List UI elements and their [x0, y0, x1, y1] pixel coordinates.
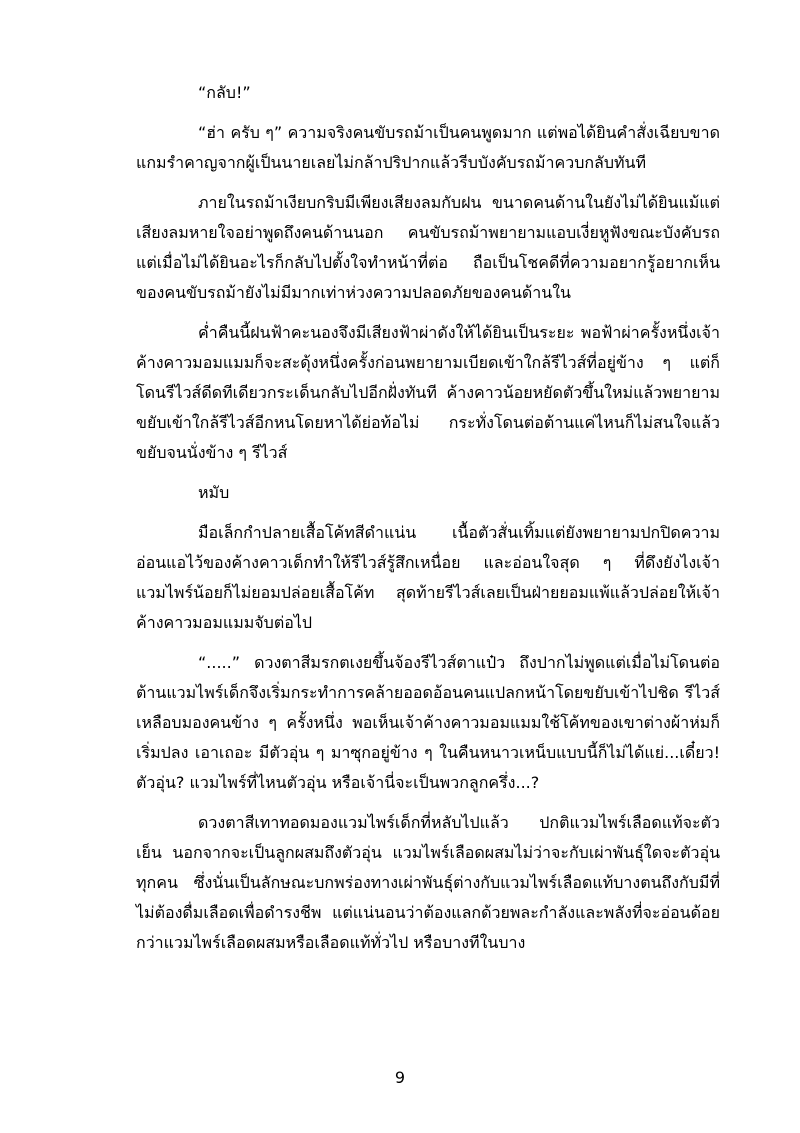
- page-number: 9: [394, 1068, 406, 1087]
- paragraph: หมับ: [198, 483, 230, 502]
- paragraph: ดวงตาสีเทาทอดมองแวมไพร์เด็กที่หลับไปแล้ว ปกติแวมไพร์เลือดแท้จะตัวเย็น นอกจากจะเป็นลูกผสมถึงตัวอุ่น แวมไพร์เลือดผสมไม่ว่าจะกับเผ่าพันธุ์ใดจะตัวอุ่นทุกคน ซึ่งนั่นเป็นลักษณะบกพร่องทางเผ่าพันธุ์ต่างกับแวมไพร์เลือดแท้บางตนถึงกับมีที่ไม่ต้องดื่มเลือดเพื่อดำรงชีพ แต่แน่นอนว่าต้องแลกด้วยพละกำลังและพลังที่จะอ่อนด้อยกว่าแวมไพร์เลือดผสมหรือเลือดแท้ทั่วไป หรือบางทีในบาง: [136, 813, 720, 952]
- body-text: [136, 78, 720, 968]
- paragraph: “กลับ!”: [198, 83, 251, 102]
- paragraph: ภายในรถม้าเงียบกริบมีเพียงเสียงลมกับฝน ขนาดคนด้านในยังไม่ได้ยินแม้แต่เสียงลมหายใจอย่าพูดถึงคนด้านนอก คนขับรถม้าพยายามแอบเงี่ยหูฟังขณะบังคับรถ แต่เมื่อไม่ได้ยินอะไรก็กลับไปตั้งใจทำหน้าที่ต่อ ถือเป็นโชคดีที่ความอยากรู้อยากเห็นของคนขับรถม้ายังไม่มีมากเท่าห่วงความปลอดภัยของคนด้านใน: [136, 193, 720, 302]
- paragraph: มือเล็กกำปลายเสื้อโค้ทสีดำแน่น เนื้อตัวสั่นเทิ้มแต่ยังพยายามปกปิดความอ่อนแอไว้ของค้างคาวเด็กทำให้รีไวส์รู้สึกเหนื่อย และอ่อนใจสุด ๆ ที่ดึงยังไงเจ้าแวมไพร์น้อยก็ไม่ยอมปล่อยเสื้อโค้ท สุดท้ายรีไวส์เลยเป็นฝ่ายยอมแพ้แล้วปล่อยให้เจ้าค้างคาวมอมแมมจับต่อไป: [136, 523, 720, 632]
- paragraph: ค่ำคืนนี้ฝนฟ้าคะนองจึงมีเสียงฟ้าผ่าดังให้ได้ยินเป็นระยะ พอฟ้าผ่าครั้งหนึ่งเจ้าค้างคาวมอมแมมก็จะสะดุ้งหนึ่งครั้งก่อนพยายามเบียดเข้าใกล้รีไวส์ที่อยู่ข้าง ๆ แต่ก็โดนรีไวส์ดีดทีเดียวกระเด็นกลับไปอีกฝั่งทันที ค้างคาวน้อยหยัดตัวขึ้นใหม่แล้วพยายามขยับเข้าใกล้รีไวส์อีกหนโดยหาได้ย่อท้อไม่ กระทั่งโดนต่อต้านแค่ไหนก็ไม่สนใจแล้วขยับจนนั่งข้าง ๆ รีไวส์: [136, 323, 720, 462]
- paragraph: “.....” ดวงตาสีมรกตเงยขึ้นจ้องรีไวส์ตาแป๋ว ถึงปากไม่พูดแต่เมื่อไม่โดนต่อต้านแวมไพร์เด็กจึงเริ่มกระทำการคล้ายออดอ้อนคนแปลกหน้าโดยขยับเข้าไปชิด รีไวส์เหลือบมองคนข้าง ๆ ครั้งหนึ่ง พอเห็นเจ้าค้างคาวมอมแมมใช้โค้ทของเขาต่างผ้าห่มก็เริ่มปลง เอาเถอะ มีตัวอุ่น ๆ มาซุกอยู่ข้าง ๆ ในคืนหนาวเหน็บแบบนี้ก็ไม่ได้แย่...เดี๋ยว! ตัวอุ่น? แวมไพร์ที่ไหนตัวอุ่น หรือเจ้านี่จะเป็นพวกลูกครึ่ง...?: [136, 653, 720, 792]
- paragraph: “ฮ่า ครับ ๆ” ความจริงคนขับรถม้าเป็นคนพูดมาก แต่พอได้ยินคำสั่งเฉียบขาดแกมรำคาญจากผู้เป็นนายเลยไม่กล้าปริปากแล้วรีบบังคับรถม้าควบกลับทันที: [136, 123, 720, 172]
